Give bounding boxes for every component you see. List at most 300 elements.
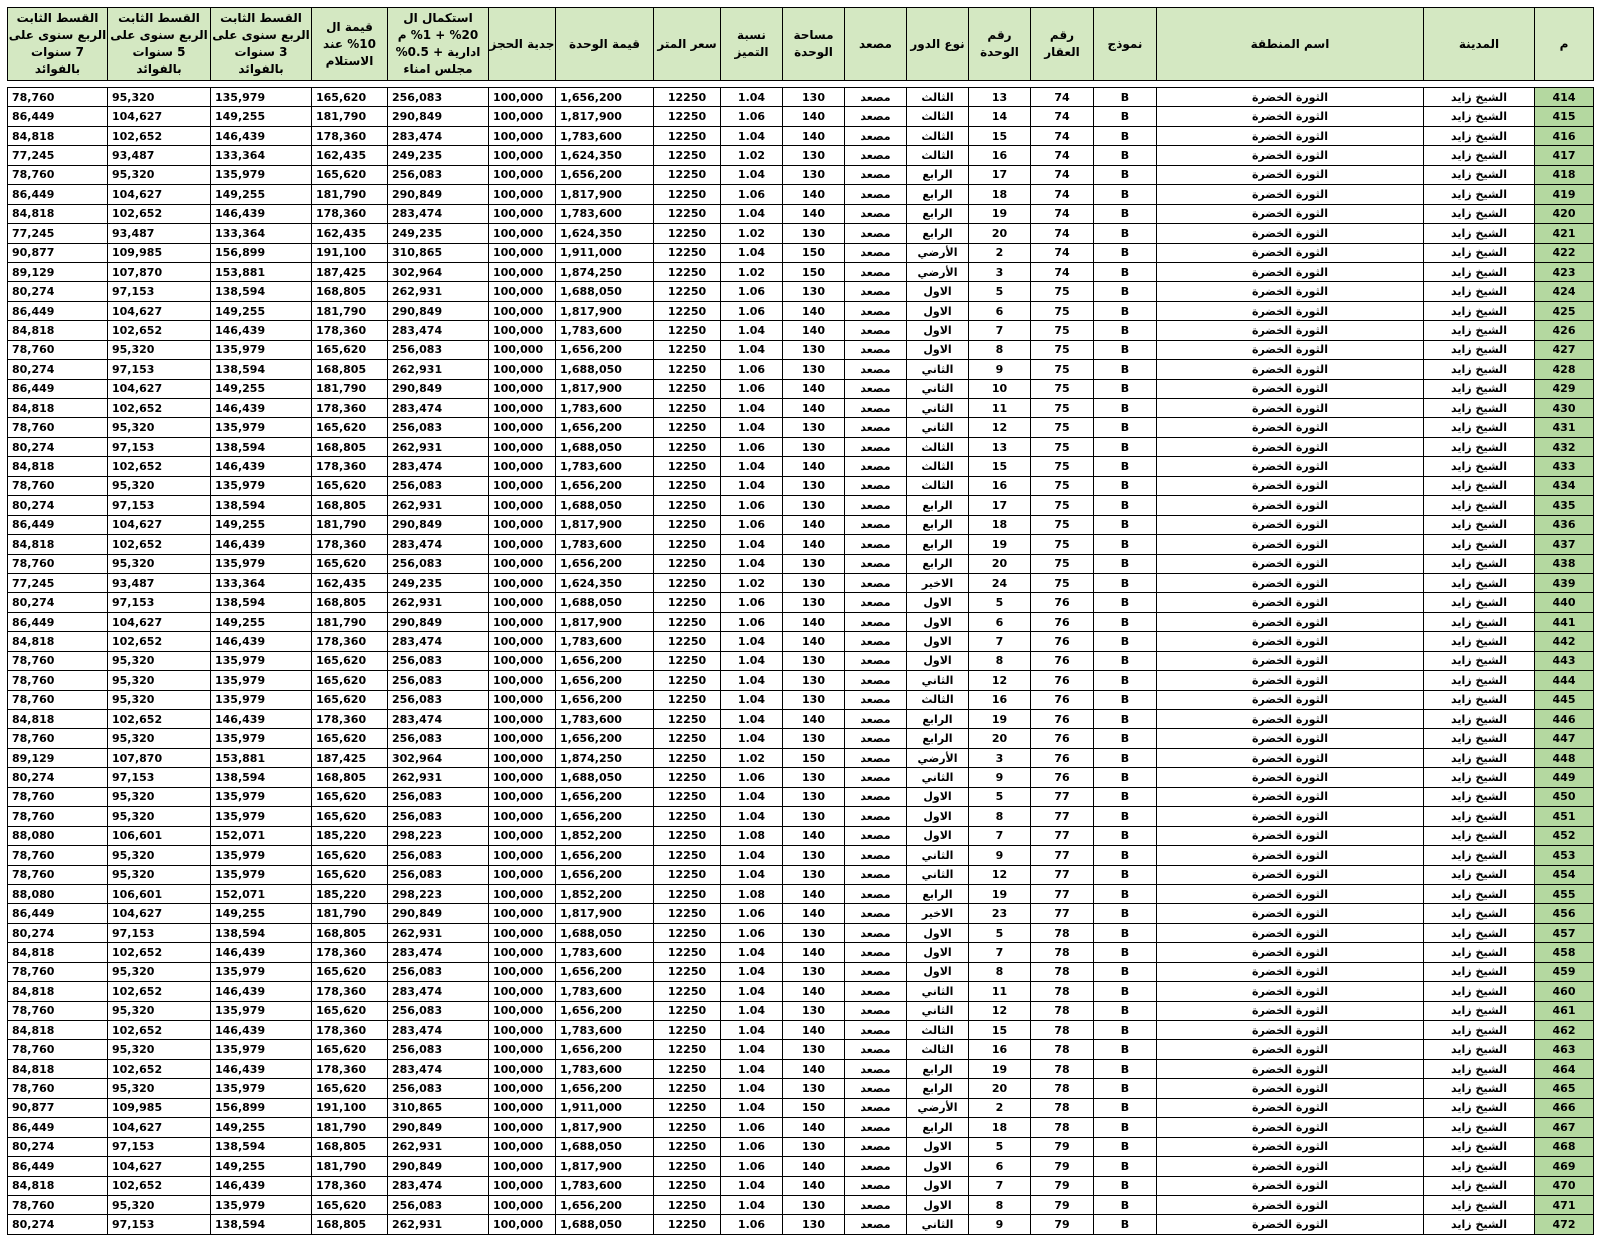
cell-unit-no: 7 [969, 826, 1031, 845]
cell-area: الثورة الخضرة [1157, 1021, 1424, 1040]
cell-installment-5-years: 97,153 [108, 437, 211, 456]
cell-unit-no: 19 [969, 1059, 1031, 1078]
cell-20-percent-completion: 256,083 [388, 418, 489, 437]
cell-unit-area: 140 [783, 710, 845, 729]
cell-unit-area: 140 [783, 1176, 845, 1195]
table-row [8, 846, 1594, 865]
cell-model: B [1094, 982, 1157, 1001]
cell-index: 455 [1535, 884, 1594, 903]
cell-premium-rate: 1.08 [721, 826, 783, 845]
table-row [8, 982, 1594, 1001]
cell-city: الشيخ زايد [1424, 943, 1535, 962]
cell-20-percent-completion: 262,931 [388, 360, 489, 379]
table-row [8, 787, 1594, 806]
cell-city: الشيخ زايد [1424, 573, 1535, 592]
cell-city: الشيخ زايد [1424, 379, 1535, 398]
cell-installment-3-years: 156,899 [211, 1098, 312, 1117]
cell-index: 458 [1535, 943, 1594, 962]
table-row [8, 1001, 1594, 1020]
cell-unit-value: 1,656,200 [556, 476, 654, 495]
cell-area: الثورة الخضرة [1157, 826, 1424, 845]
cell-property-no: 77 [1031, 846, 1094, 865]
cell-10-percent-on-delivery: 181,790 [312, 107, 388, 126]
cell-installment-3-years: 135,979 [211, 865, 312, 884]
cell-elevator: مصعد [845, 1215, 907, 1234]
cell-city: الشيخ زايد [1424, 729, 1535, 748]
cell-meter-price: 12250 [654, 826, 721, 845]
cell-10-percent-on-delivery: 162,435 [312, 224, 388, 243]
cell-installment-3-years: 135,979 [211, 165, 312, 184]
cell-20-percent-completion: 256,083 [388, 865, 489, 884]
cell-10-percent-on-delivery: 181,790 [312, 515, 388, 534]
cell-floor-type: الاول [907, 612, 969, 631]
cell-booking-deposit: 100,000 [489, 1098, 556, 1117]
cell-unit-value: 1,852,200 [556, 884, 654, 903]
cell-booking-deposit: 100,000 [489, 671, 556, 690]
cell-elevator: مصعد [845, 865, 907, 884]
cell-installment-3-years: 146,439 [211, 632, 312, 651]
cell-installment-7-years: 80,274 [8, 1215, 108, 1234]
cell-area: الثورة الخضرة [1157, 690, 1424, 709]
table-row [8, 437, 1594, 456]
table-row [8, 1118, 1594, 1137]
cell-installment-5-years: 95,320 [108, 671, 211, 690]
cell-elevator: مصعد [845, 165, 907, 184]
cell-elevator: مصعد [845, 1079, 907, 1098]
cell-installment-5-years: 95,320 [108, 476, 211, 495]
cell-floor-type: الاول [907, 807, 969, 826]
header-col-unit-no: رقم الوحدة [969, 8, 1031, 81]
cell-meter-price: 12250 [654, 729, 721, 748]
cell-unit-no: 17 [969, 496, 1031, 515]
cell-floor-type: الاول [907, 651, 969, 670]
cell-property-no: 78 [1031, 1059, 1094, 1078]
table-row [8, 321, 1594, 340]
cell-unit-area: 130 [783, 224, 845, 243]
cell-unit-no: 5 [969, 923, 1031, 942]
cell-installment-5-years: 104,627 [108, 301, 211, 320]
cell-model: B [1094, 865, 1157, 884]
cell-installment-5-years: 95,320 [108, 88, 211, 107]
cell-floor-type: الرابع [907, 554, 969, 573]
cell-index: 439 [1535, 573, 1594, 592]
cell-area: الثورة الخضرة [1157, 1079, 1424, 1098]
cell-city: الشيخ زايد [1424, 515, 1535, 534]
cell-index: 426 [1535, 321, 1594, 340]
cell-floor-type: الأرضي [907, 243, 969, 262]
cell-area: الثورة الخضرة [1157, 904, 1424, 923]
cell-20-percent-completion: 283,474 [388, 1176, 489, 1195]
cell-unit-value: 1,624,350 [556, 146, 654, 165]
cell-elevator: مصعد [845, 476, 907, 495]
cell-unit-value: 1,656,200 [556, 88, 654, 107]
cell-index: 443 [1535, 651, 1594, 670]
cell-area: الثورة الخضرة [1157, 146, 1424, 165]
cell-city: الشيخ زايد [1424, 224, 1535, 243]
cell-city: الشيخ زايد [1424, 282, 1535, 301]
cell-property-no: 79 [1031, 1137, 1094, 1156]
cell-installment-3-years: 149,255 [211, 1118, 312, 1137]
cell-meter-price: 12250 [654, 399, 721, 418]
cell-area: الثورة الخضرة [1157, 457, 1424, 476]
cell-unit-value: 1,688,050 [556, 1137, 654, 1156]
cell-20-percent-completion: 262,931 [388, 437, 489, 456]
cell-unit-area: 140 [783, 379, 845, 398]
cell-premium-rate: 1.04 [721, 651, 783, 670]
cell-meter-price: 12250 [654, 1215, 721, 1234]
cell-unit-no: 19 [969, 884, 1031, 903]
cell-property-no: 74 [1031, 146, 1094, 165]
cell-installment-5-years: 106,601 [108, 826, 211, 845]
cell-10-percent-on-delivery: 165,620 [312, 846, 388, 865]
cell-10-percent-on-delivery: 181,790 [312, 379, 388, 398]
cell-premium-rate: 1.04 [721, 787, 783, 806]
cell-booking-deposit: 100,000 [489, 1176, 556, 1195]
cell-installment-5-years: 109,985 [108, 1098, 211, 1117]
cell-index: 450 [1535, 787, 1594, 806]
cell-elevator: مصعد [845, 262, 907, 281]
cell-booking-deposit: 100,000 [489, 88, 556, 107]
cell-unit-value: 1,688,050 [556, 282, 654, 301]
table-row [8, 748, 1594, 767]
cell-city: الشيخ زايد [1424, 1176, 1535, 1195]
cell-unit-value: 1,874,250 [556, 748, 654, 767]
cell-booking-deposit: 100,000 [489, 243, 556, 262]
cell-20-percent-completion: 298,223 [388, 884, 489, 903]
table-row [8, 651, 1594, 670]
cell-model: B [1094, 1040, 1157, 1059]
cell-unit-area: 130 [783, 418, 845, 437]
cell-installment-7-years: 80,274 [8, 1137, 108, 1156]
cell-installment-3-years: 138,594 [211, 593, 312, 612]
cell-floor-type: الثاني [907, 982, 969, 1001]
cell-installment-3-years: 135,979 [211, 690, 312, 709]
cell-meter-price: 12250 [654, 360, 721, 379]
cell-unit-area: 130 [783, 437, 845, 456]
cell-floor-type: الرابع [907, 496, 969, 515]
header-col-floor-type: نوع الدور [907, 8, 969, 81]
cell-city: الشيخ زايد [1424, 360, 1535, 379]
cell-city: الشيخ زايد [1424, 399, 1535, 418]
table-row [8, 904, 1594, 923]
cell-model: B [1094, 126, 1157, 145]
cell-meter-price: 12250 [654, 846, 721, 865]
cell-unit-value: 1,656,200 [556, 846, 654, 865]
cell-floor-type: الاول [907, 321, 969, 340]
cell-booking-deposit: 100,000 [489, 710, 556, 729]
cell-unit-area: 130 [783, 1215, 845, 1234]
cell-premium-rate: 1.06 [721, 612, 783, 631]
cell-city: الشيخ زايد [1424, 204, 1535, 223]
header-col-model: نموذج [1094, 8, 1157, 81]
cell-unit-area: 140 [783, 185, 845, 204]
cell-elevator: مصعد [845, 146, 907, 165]
cell-unit-no: 15 [969, 126, 1031, 145]
cell-booking-deposit: 100,000 [489, 126, 556, 145]
cell-floor-type: الثالث [907, 88, 969, 107]
cell-property-no: 76 [1031, 612, 1094, 631]
cell-unit-value: 1,656,200 [556, 651, 654, 670]
cell-unit-no: 12 [969, 418, 1031, 437]
cell-meter-price: 12250 [654, 535, 721, 554]
cell-booking-deposit: 100,000 [489, 1059, 556, 1078]
cell-floor-type: الثاني [907, 768, 969, 787]
cell-meter-price: 12250 [654, 1021, 721, 1040]
cell-unit-area: 140 [783, 1157, 845, 1176]
cell-meter-price: 12250 [654, 379, 721, 398]
cell-booking-deposit: 100,000 [489, 612, 556, 631]
cell-elevator: مصعد [845, 126, 907, 145]
cell-booking-deposit: 100,000 [489, 379, 556, 398]
cell-installment-3-years: 149,255 [211, 515, 312, 534]
cell-elevator: مصعد [845, 282, 907, 301]
cell-installment-3-years: 135,979 [211, 1195, 312, 1214]
cell-10-percent-on-delivery: 168,805 [312, 282, 388, 301]
cell-10-percent-on-delivery: 165,620 [312, 690, 388, 709]
table-body [8, 88, 1594, 1235]
cell-premium-rate: 1.04 [721, 1176, 783, 1195]
cell-20-percent-completion: 290,849 [388, 1118, 489, 1137]
cell-unit-value: 1,911,000 [556, 243, 654, 262]
cell-unit-value: 1,817,900 [556, 107, 654, 126]
cell-meter-price: 12250 [654, 204, 721, 223]
cell-unit-no: 15 [969, 457, 1031, 476]
cell-10-percent-on-delivery: 165,620 [312, 865, 388, 884]
cell-10-percent-on-delivery: 168,805 [312, 437, 388, 456]
cell-model: B [1094, 710, 1157, 729]
cell-10-percent-on-delivery: 165,620 [312, 476, 388, 495]
cell-elevator: مصعد [845, 748, 907, 767]
cell-unit-no: 20 [969, 729, 1031, 748]
table-row [8, 573, 1594, 592]
cell-elevator: مصعد [845, 1137, 907, 1156]
cell-unit-area: 130 [783, 360, 845, 379]
cell-model: B [1094, 360, 1157, 379]
cell-model: B [1094, 904, 1157, 923]
cell-installment-7-years: 78,760 [8, 1040, 108, 1059]
cell-area: الثورة الخضرة [1157, 340, 1424, 359]
cell-unit-no: 5 [969, 593, 1031, 612]
cell-property-no: 75 [1031, 535, 1094, 554]
cell-property-no: 76 [1031, 671, 1094, 690]
cell-booking-deposit: 100,000 [489, 1137, 556, 1156]
cell-booking-deposit: 100,000 [489, 301, 556, 320]
cell-area: الثورة الخضرة [1157, 943, 1424, 962]
cell-index: 454 [1535, 865, 1594, 884]
cell-unit-area: 130 [783, 1079, 845, 1098]
cell-index: 472 [1535, 1215, 1594, 1234]
table-row [8, 690, 1594, 709]
cell-property-no: 79 [1031, 1195, 1094, 1214]
cell-unit-value: 1,783,600 [556, 204, 654, 223]
cell-meter-price: 12250 [654, 224, 721, 243]
cell-meter-price: 12250 [654, 321, 721, 340]
cell-model: B [1094, 399, 1157, 418]
cell-index: 427 [1535, 340, 1594, 359]
cell-installment-5-years: 102,652 [108, 204, 211, 223]
cell-20-percent-completion: 283,474 [388, 457, 489, 476]
cell-property-no: 75 [1031, 476, 1094, 495]
cell-unit-area: 130 [783, 1001, 845, 1020]
cell-index: 425 [1535, 301, 1594, 320]
cell-20-percent-completion: 290,849 [388, 301, 489, 320]
cell-unit-value: 1,656,200 [556, 418, 654, 437]
cell-installment-3-years: 146,439 [211, 982, 312, 1001]
table-row [8, 923, 1594, 942]
cell-model: B [1094, 1176, 1157, 1195]
cell-premium-rate: 1.04 [721, 1040, 783, 1059]
cell-meter-price: 12250 [654, 768, 721, 787]
cell-city: الشيخ زايد [1424, 185, 1535, 204]
cell-premium-rate: 1.04 [721, 729, 783, 748]
cell-area: الثورة الخضرة [1157, 126, 1424, 145]
cell-premium-rate: 1.04 [721, 710, 783, 729]
cell-unit-area: 150 [783, 1098, 845, 1117]
cell-model: B [1094, 1195, 1157, 1214]
cell-elevator: مصعد [845, 243, 907, 262]
cell-10-percent-on-delivery: 168,805 [312, 768, 388, 787]
cell-10-percent-on-delivery: 178,360 [312, 1021, 388, 1040]
header-col-booking-deposit: جدية الحجز [489, 8, 556, 81]
cell-meter-price: 12250 [654, 1001, 721, 1020]
cell-booking-deposit: 100,000 [489, 982, 556, 1001]
cell-20-percent-completion: 283,474 [388, 982, 489, 1001]
cell-installment-5-years: 107,870 [108, 262, 211, 281]
cell-premium-rate: 1.04 [721, 321, 783, 340]
cell-installment-5-years: 95,320 [108, 1079, 211, 1098]
cell-installment-7-years: 84,818 [8, 1021, 108, 1040]
cell-property-no: 78 [1031, 962, 1094, 981]
cell-area: الثورة الخضرة [1157, 1001, 1424, 1020]
cell-floor-type: الرابع [907, 535, 969, 554]
cell-floor-type: الرابع [907, 204, 969, 223]
cell-property-no: 76 [1031, 632, 1094, 651]
cell-unit-value: 1,656,200 [556, 340, 654, 359]
cell-10-percent-on-delivery: 187,425 [312, 262, 388, 281]
cell-installment-7-years: 80,274 [8, 282, 108, 301]
cell-premium-rate: 1.04 [721, 1021, 783, 1040]
cell-unit-value: 1,817,900 [556, 379, 654, 398]
cell-model: B [1094, 943, 1157, 962]
cell-installment-3-years: 135,979 [211, 554, 312, 573]
cell-installment-5-years: 102,652 [108, 535, 211, 554]
cell-area: الثورة الخضرة [1157, 1157, 1424, 1176]
cell-meter-price: 12250 [654, 282, 721, 301]
cell-property-no: 74 [1031, 88, 1094, 107]
cell-meter-price: 12250 [654, 651, 721, 670]
cell-city: الشيخ زايد [1424, 982, 1535, 1001]
cell-floor-type: الثالث [907, 107, 969, 126]
cell-model: B [1094, 884, 1157, 903]
cell-booking-deposit: 100,000 [489, 1079, 556, 1098]
cell-installment-3-years: 146,439 [211, 204, 312, 223]
cell-unit-value: 1,688,050 [556, 1215, 654, 1234]
cell-20-percent-completion: 310,865 [388, 1098, 489, 1117]
cell-elevator: مصعد [845, 496, 907, 515]
cell-city: الشيخ زايد [1424, 593, 1535, 612]
cell-installment-3-years: 146,439 [211, 126, 312, 145]
table-row [8, 457, 1594, 476]
cell-unit-no: 8 [969, 651, 1031, 670]
cell-20-percent-completion: 249,235 [388, 573, 489, 592]
cell-20-percent-completion: 283,474 [388, 632, 489, 651]
cell-unit-value: 1,656,200 [556, 729, 654, 748]
header-row [8, 8, 1594, 81]
cell-property-no: 76 [1031, 748, 1094, 767]
cell-floor-type: الاول [907, 1137, 969, 1156]
cell-unit-area: 130 [783, 846, 845, 865]
table-row [8, 962, 1594, 981]
cell-booking-deposit: 100,000 [489, 787, 556, 806]
cell-installment-7-years: 78,760 [8, 165, 108, 184]
cell-premium-rate: 1.04 [721, 632, 783, 651]
cell-property-no: 76 [1031, 690, 1094, 709]
cell-premium-rate: 1.06 [721, 185, 783, 204]
cell-10-percent-on-delivery: 178,360 [312, 126, 388, 145]
cell-area: الثورة الخضرة [1157, 262, 1424, 281]
cell-unit-no: 12 [969, 865, 1031, 884]
cell-10-percent-on-delivery: 191,100 [312, 243, 388, 262]
cell-20-percent-completion: 256,083 [388, 671, 489, 690]
cell-meter-price: 12250 [654, 1040, 721, 1059]
cell-unit-area: 130 [783, 865, 845, 884]
cell-index: 459 [1535, 962, 1594, 981]
cell-unit-no: 13 [969, 88, 1031, 107]
cell-unit-no: 16 [969, 1040, 1031, 1059]
cell-20-percent-completion: 256,083 [388, 787, 489, 806]
cell-floor-type: الاول [907, 1195, 969, 1214]
cell-installment-7-years: 86,449 [8, 107, 108, 126]
cell-10-percent-on-delivery: 168,805 [312, 496, 388, 515]
cell-booking-deposit: 100,000 [489, 360, 556, 379]
cell-unit-no: 19 [969, 535, 1031, 554]
table-row [8, 1215, 1594, 1234]
cell-unit-no: 16 [969, 690, 1031, 709]
cell-area: الثورة الخضرة [1157, 768, 1424, 787]
cell-booking-deposit: 100,000 [489, 165, 556, 184]
cell-booking-deposit: 100,000 [489, 632, 556, 651]
cell-installment-7-years: 84,818 [8, 1059, 108, 1078]
cell-meter-price: 12250 [654, 1118, 721, 1137]
cell-floor-type: الاخير [907, 904, 969, 923]
cell-booking-deposit: 100,000 [489, 651, 556, 670]
cell-unit-value: 1,624,350 [556, 573, 654, 592]
cell-property-no: 77 [1031, 904, 1094, 923]
cell-elevator: مصعد [845, 224, 907, 243]
table-row [8, 1079, 1594, 1098]
cell-property-no: 78 [1031, 923, 1094, 942]
cell-10-percent-on-delivery: 181,790 [312, 612, 388, 631]
cell-index: 466 [1535, 1098, 1594, 1117]
cell-10-percent-on-delivery: 165,620 [312, 340, 388, 359]
cell-unit-area: 140 [783, 535, 845, 554]
cell-city: الشيخ زايد [1424, 321, 1535, 340]
cell-city: الشيخ زايد [1424, 904, 1535, 923]
cell-installment-3-years: 146,439 [211, 943, 312, 962]
cell-property-no: 76 [1031, 710, 1094, 729]
cell-area: الثورة الخضرة [1157, 107, 1424, 126]
table-row [8, 884, 1594, 903]
cell-area: الثورة الخضرة [1157, 1195, 1424, 1214]
cell-installment-5-years: 104,627 [108, 185, 211, 204]
cell-property-no: 78 [1031, 943, 1094, 962]
cell-10-percent-on-delivery: 162,435 [312, 573, 388, 592]
cell-index: 441 [1535, 612, 1594, 631]
cell-booking-deposit: 100,000 [489, 1118, 556, 1137]
cell-model: B [1094, 340, 1157, 359]
cell-unit-value: 1,656,200 [556, 1001, 654, 1020]
table-row [8, 554, 1594, 573]
